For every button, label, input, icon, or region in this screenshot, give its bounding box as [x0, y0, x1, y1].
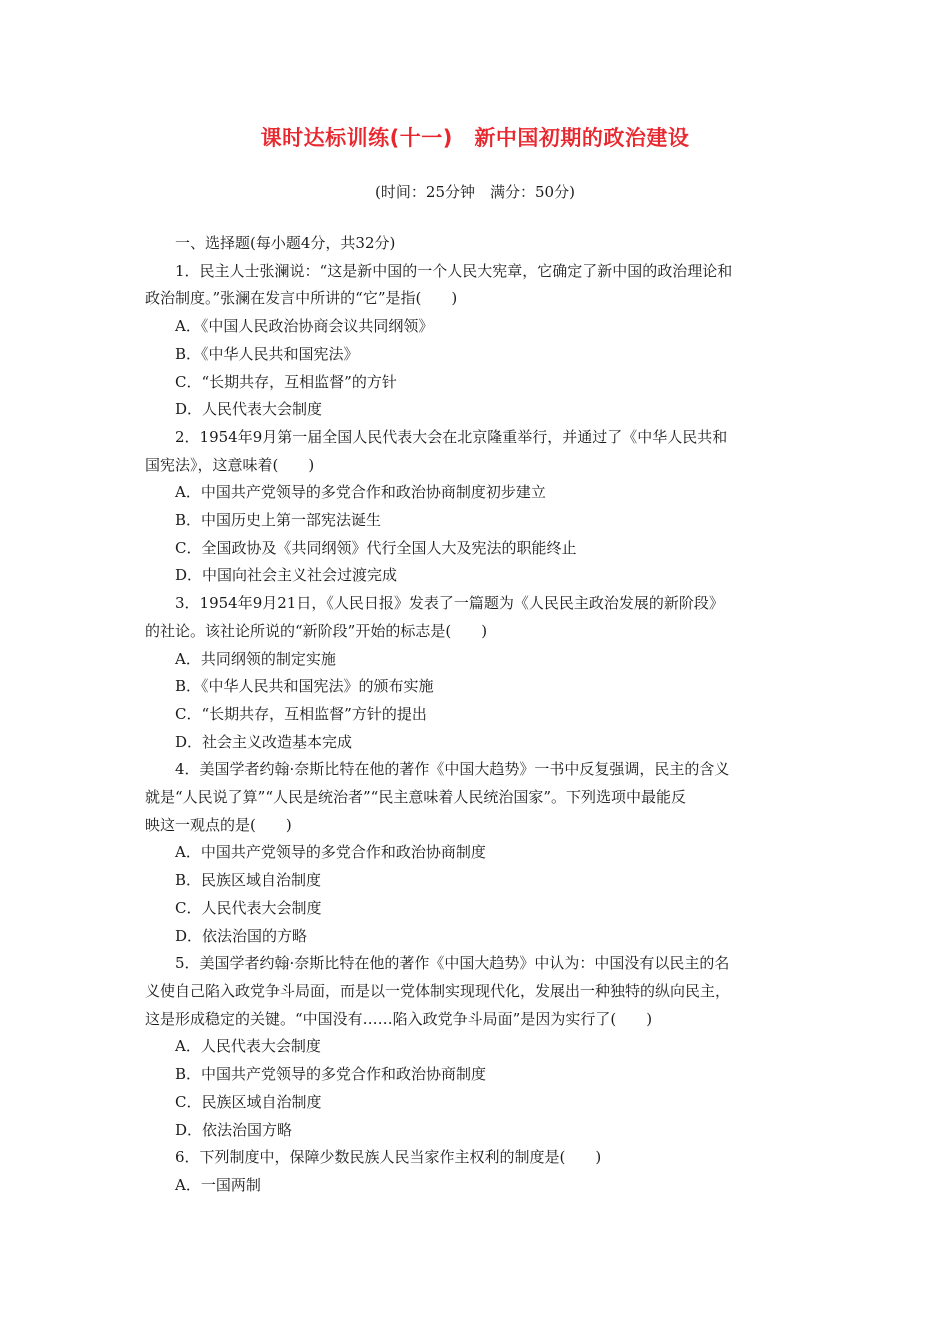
- option-d: D．人民代表大会制度: [175, 400, 323, 419]
- question-text-line: 就是“人民说了算”“人民是统治者”“民主意味着人民统治国家”。下列选项中最能反: [145, 788, 687, 807]
- question-text-line: 2．1954年9月第一届全国人民代表大会在北京隆重举行，并通过了《中华人民共和: [175, 427, 728, 446]
- option-d: D．依法治国方略: [175, 1120, 293, 1139]
- question-text-line: 1．民主人士张澜说：“这是新中国的一个人民大宪章，它确定了新中国的政治理论和: [175, 261, 733, 280]
- option-b: B．中国历史上第一部宪法诞生: [175, 511, 382, 530]
- question-text-line: 映这一观点的是( ): [145, 815, 292, 834]
- section-heading: 一、选择题(每小题4分，共32分): [175, 234, 396, 252]
- question-text-line: 的社论。该社论所说的“新阶段”开始的标志是( ): [145, 621, 488, 640]
- option-c: C．“长期共存，互相监督”的方针: [175, 372, 397, 391]
- option-d: D．中国向社会主义社会过渡完成: [175, 566, 398, 585]
- option-c: C．“长期共存，互相监督”方针的提出: [175, 704, 427, 723]
- option-b: B．民族区域自治制度: [175, 871, 322, 890]
- option-c: C．民族区域自治制度: [175, 1092, 322, 1111]
- option-d: D．依法治国的方略: [175, 926, 308, 945]
- question-5: [145, 950, 810, 1144]
- option-d: D．社会主义改造基本完成: [175, 732, 353, 751]
- option-c: C．人民代表大会制度: [175, 898, 322, 917]
- option-a: A．中国共产党领导的多党合作和政治协商制度: [175, 843, 486, 862]
- option-b: B．《中华人民共和国宪法》的颁布实施: [175, 677, 434, 696]
- question-text-line: 4．美国学者约翰·奈斯比特在他的著作《中国大趋势》一书中反复强调，民主的含义: [175, 760, 730, 779]
- page-title: 课时达标训练(十一) 新中国初期的政治建设: [260, 126, 690, 150]
- question-text-line: 义使自己陷入政党争斗局面，而是以一党体制实现现代化，发展出一种独特的纵向民主，: [145, 981, 731, 1000]
- question-2: [145, 424, 810, 590]
- question-list: [145, 230, 810, 1200]
- option-a: A．一国两制: [175, 1175, 261, 1194]
- option-a: A．中国共产党领导的多党合作和政治协商制度初步建立: [175, 483, 546, 502]
- question-4: [145, 756, 810, 950]
- option-c: C．全国政协及《共同纲领》代行全国人大及宪法的职能终止: [175, 538, 577, 557]
- option-a: A．共同纲领的制定实施: [175, 649, 336, 668]
- question-text-line: 5．美国学者约翰·奈斯比特在他的著作《中国大趋势》中认为：中国没有以民主的名: [175, 954, 730, 973]
- question-text-line: 国宪法》，这意味着( ): [145, 455, 315, 474]
- question-text-line: 3．1954年9月21日，《人民日报》发表了一篇题为《人民民主政治发展的新阶段》: [175, 594, 724, 613]
- question-6: [145, 1144, 810, 1199]
- option-a: A．人民代表大会制度: [175, 1037, 321, 1056]
- question-text-line: 政治制度。”张澜在发言中所讲的“它”是指( ): [145, 289, 458, 308]
- question-1: [145, 258, 810, 424]
- option-b: B．《中华人民共和国宪法》: [175, 344, 359, 363]
- question-text-line: 这是形成稳定的关键。“中国没有……陷入政党争斗局面”是因为实行了( ): [145, 1009, 653, 1028]
- option-a: A．《中国人民政治协商会议共同纲领》: [175, 317, 434, 336]
- option-b: B．中国共产党领导的多党合作和政治协商制度: [175, 1065, 487, 1084]
- question-3: [145, 590, 810, 756]
- question-text-line: 6．下列制度中，保障少数民族人民当家作主权利的制度是( ): [175, 1148, 602, 1167]
- exam-info: (时间：25分钟 满分：50分): [375, 183, 575, 201]
